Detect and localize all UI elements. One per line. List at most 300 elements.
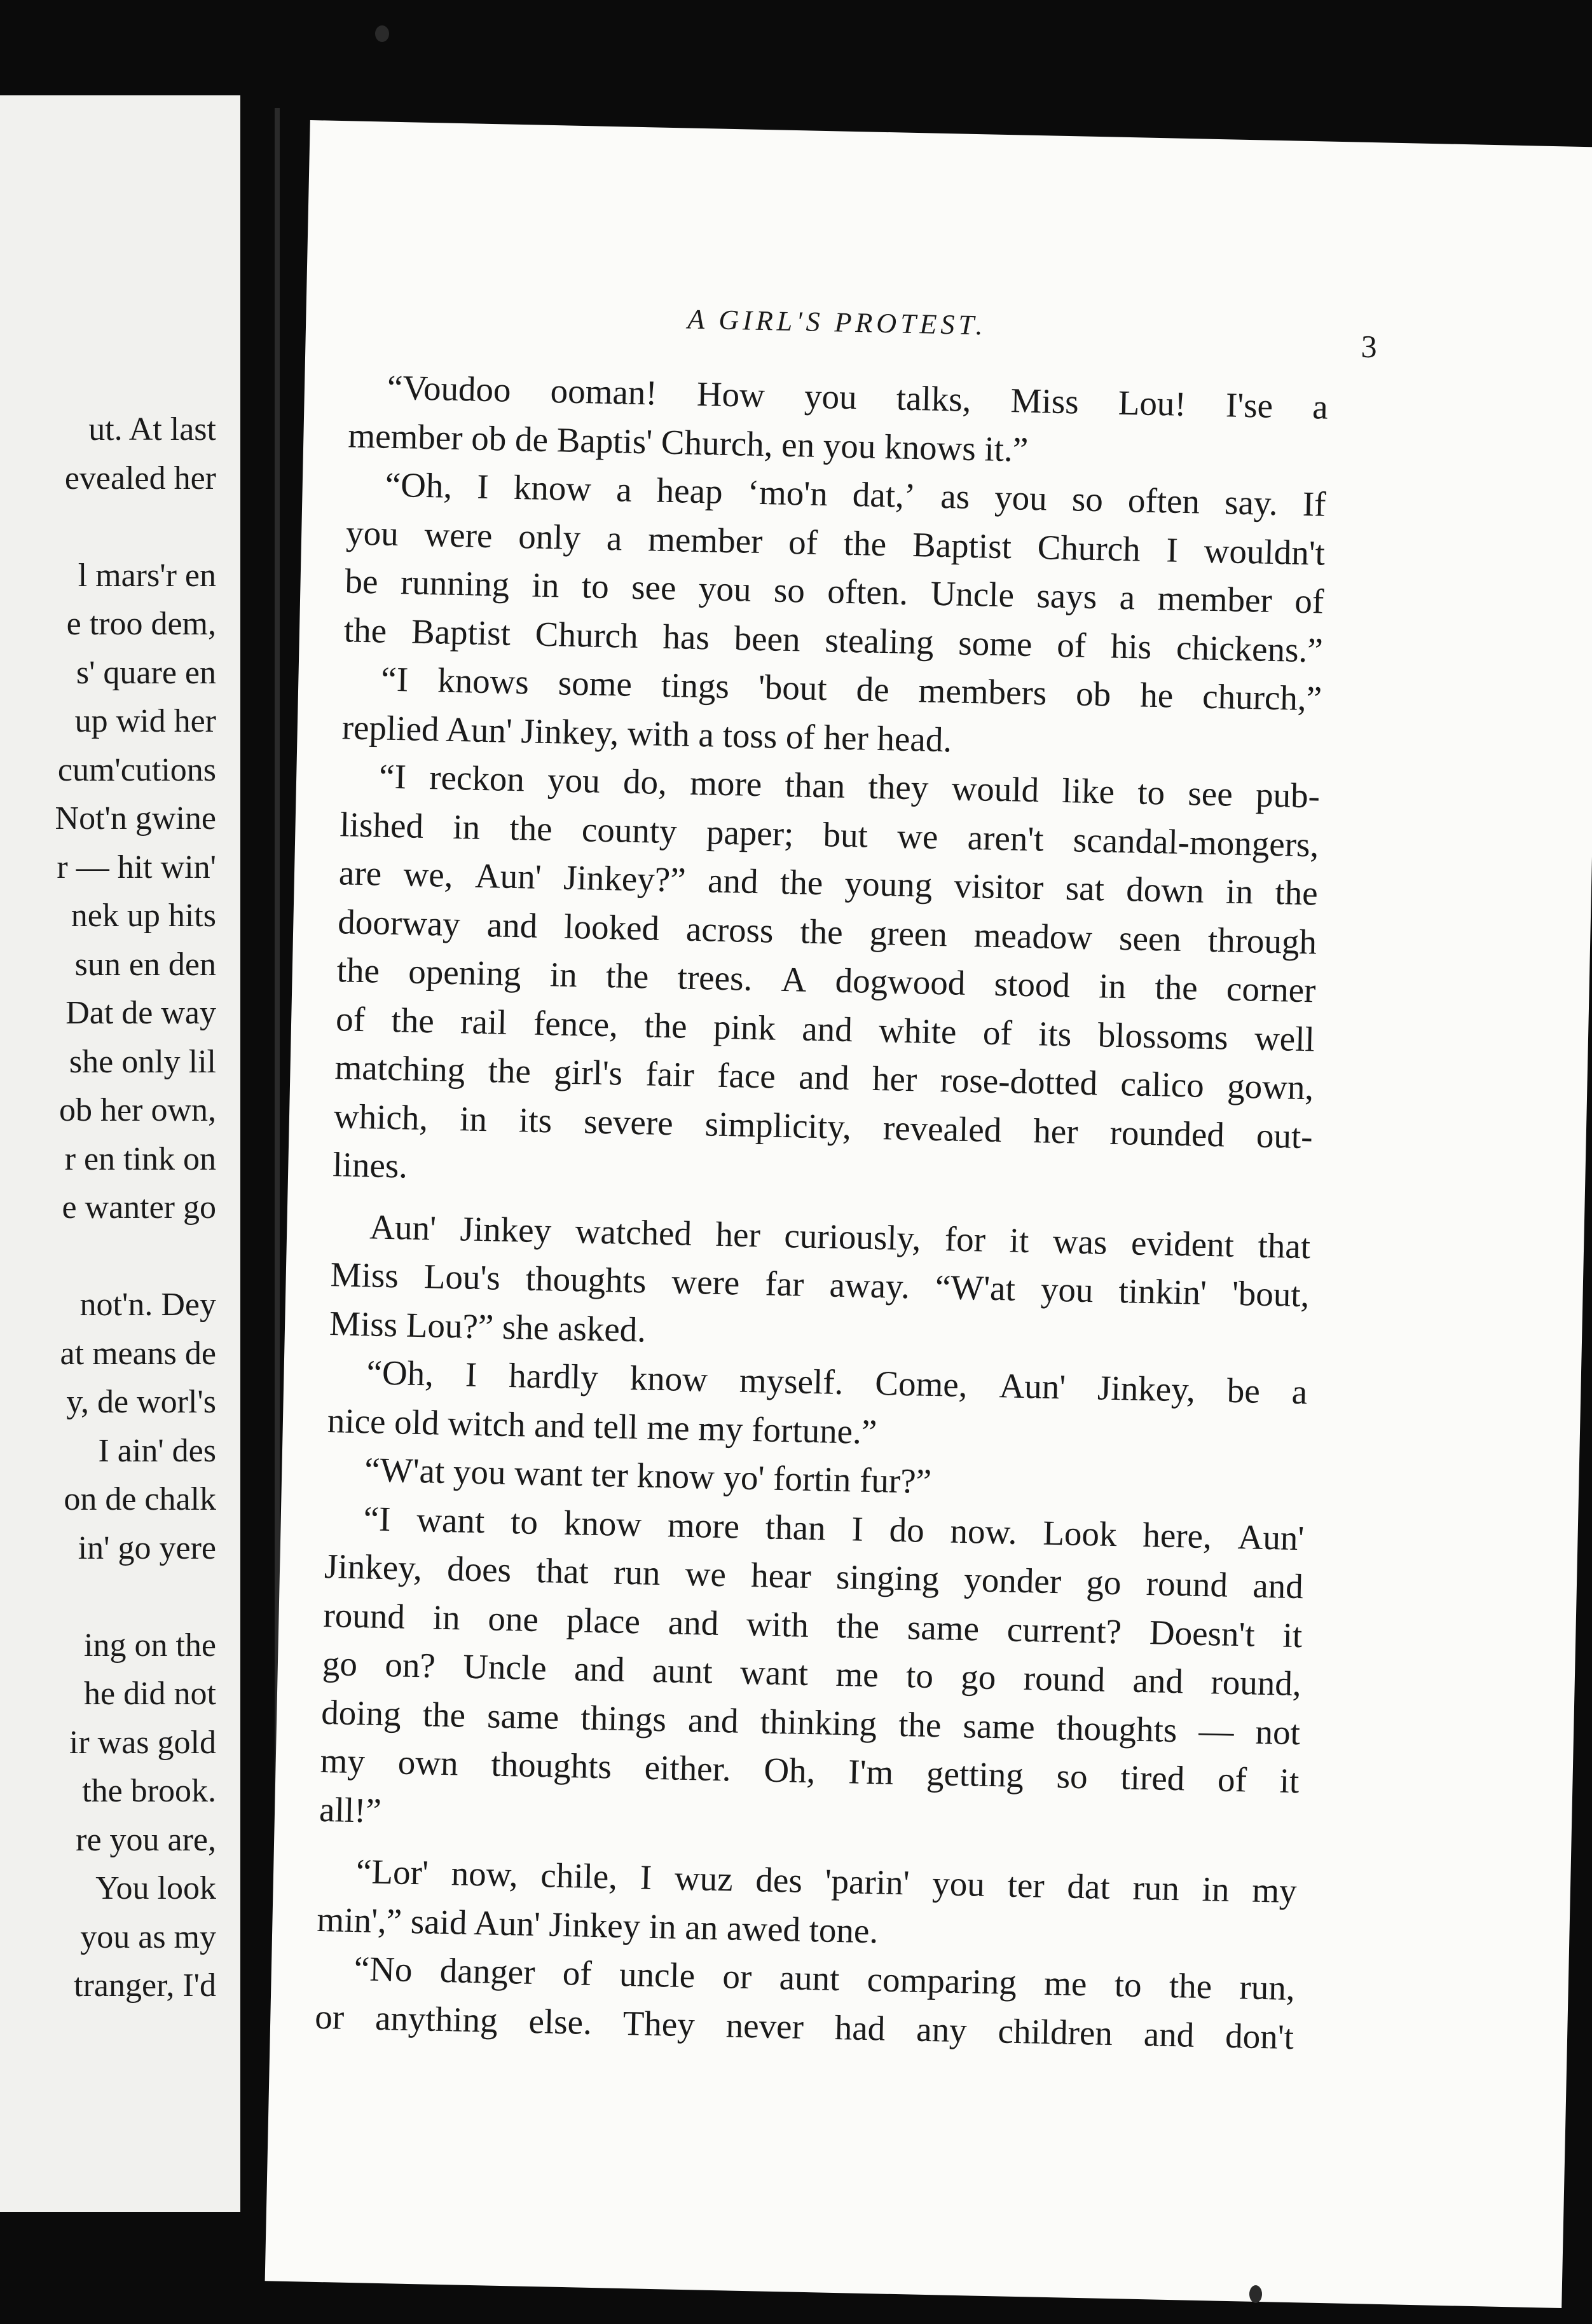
word: thoughts: [525, 1259, 647, 1301]
word: myself.: [739, 1360, 844, 1402]
word: the: [779, 862, 823, 903]
word: corner: [1226, 969, 1317, 1010]
word: would: [951, 769, 1040, 810]
left-page-line: she only lil: [69, 1043, 216, 1080]
word: than: [784, 765, 846, 805]
word: and: [801, 1009, 853, 1049]
word: stealing: [824, 620, 935, 662]
word: dat: [1066, 1866, 1111, 1906]
word: Church: [535, 614, 639, 655]
word: rose-dotted: [940, 1060, 1098, 1103]
word: the: [1274, 873, 1319, 913]
word: I: [476, 467, 490, 507]
left-page-line: ir was gold: [69, 1724, 216, 1761]
word: here,: [1142, 1515, 1212, 1555]
text-line: all!”: [319, 1789, 382, 1830]
word: the: [1169, 1965, 1212, 2006]
word: sat: [1065, 868, 1105, 908]
word: pub-: [1255, 775, 1321, 816]
word: If: [1302, 484, 1327, 524]
left-page-line: Dat de way: [65, 995, 216, 1031]
word: tired: [1120, 1758, 1185, 1798]
word: Lou!: [1118, 383, 1187, 423]
word: They: [622, 2003, 696, 2044]
word: severe: [583, 1101, 674, 1142]
word: Come,: [874, 1364, 968, 1405]
word: same: [486, 1695, 559, 1737]
word: to: [1114, 1965, 1143, 2005]
word: its: [518, 1100, 552, 1140]
word: like: [1061, 771, 1115, 811]
word: Jinkey: [460, 1208, 552, 1250]
left-page-line: l mars'r en: [78, 557, 216, 594]
word: paper;: [706, 812, 795, 853]
word: of: [335, 999, 366, 1039]
word: than: [765, 1507, 827, 1547]
text-line: lines.: [332, 1145, 408, 1186]
word: the: [509, 808, 553, 848]
word: want: [416, 1500, 485, 1540]
word: his: [1110, 626, 1152, 666]
word: for: [944, 1219, 986, 1259]
word: aunt: [652, 1650, 713, 1691]
word: I: [851, 1508, 864, 1548]
word: 'parin': [825, 1861, 910, 1903]
word: in: [549, 955, 578, 995]
text-line: “W'at you want ter know yo' fortin fur?”: [364, 1450, 932, 1501]
word: away.: [828, 1265, 910, 1306]
word: fair: [645, 1054, 695, 1094]
word: a: [615, 470, 633, 509]
word: and: [687, 1700, 739, 1740]
word: out-: [1256, 1116, 1314, 1156]
word: a: [1312, 387, 1329, 427]
left-page-line: r — hit win': [57, 849, 216, 885]
word: rail: [460, 1001, 508, 1042]
word: of: [562, 1953, 593, 1993]
left-page-line: you as my: [80, 1918, 216, 1955]
word: you: [1040, 1269, 1094, 1310]
word: Aun': [1237, 1517, 1305, 1557]
word: fence,: [533, 1003, 619, 1044]
word: we: [896, 816, 939, 856]
left-page-line: nek up hits: [71, 898, 216, 934]
text-line: min',” said Aun' Jinkey in an awed tone.: [316, 1899, 879, 1950]
word: far: [764, 1264, 805, 1304]
left-page-line: ob her own,: [59, 1092, 216, 1128]
word: it: [1282, 1615, 1303, 1655]
word: own: [397, 1742, 459, 1783]
word: we: [685, 1554, 727, 1594]
word: face: [717, 1055, 776, 1096]
word: her: [872, 1058, 917, 1099]
word: else.: [528, 2001, 593, 2042]
left-page-line: in' go yere: [78, 1529, 216, 1566]
word: the: [422, 1694, 466, 1735]
word: either.: [644, 1747, 732, 1789]
word: “I: [378, 756, 407, 796]
word: her: [1033, 1111, 1079, 1151]
word: in: [1225, 871, 1254, 912]
word: do: [889, 1510, 925, 1550]
word: young: [844, 863, 933, 905]
word: singing: [835, 1557, 940, 1599]
word: in: [432, 1597, 461, 1637]
word: you: [804, 376, 858, 417]
left-page-line: not'n. Dey: [79, 1287, 216, 1323]
word: member: [1157, 578, 1273, 620]
word: Church: [1037, 527, 1141, 569]
left-page-line: up wid her: [74, 703, 216, 739]
word: stood: [994, 964, 1071, 1005]
word: in: [1202, 1869, 1230, 1909]
word: reckon: [429, 758, 525, 799]
word: often: [1127, 481, 1200, 521]
word: in: [1098, 966, 1127, 1006]
word: on?: [384, 1645, 436, 1685]
word: things: [580, 1697, 667, 1739]
word: round: [1023, 1658, 1106, 1699]
word: know: [629, 1358, 708, 1399]
word: one: [487, 1598, 539, 1639]
word: it: [1279, 1761, 1300, 1801]
word: often.: [827, 571, 909, 612]
word: Aun': [369, 1206, 437, 1248]
word: current?: [1006, 1609, 1122, 1651]
word: thinking: [760, 1701, 877, 1743]
word: to: [905, 1656, 934, 1696]
word: aren't: [967, 817, 1045, 858]
word: we,: [403, 854, 454, 894]
word: now,: [451, 1854, 519, 1894]
word: “Oh,: [385, 465, 453, 505]
word: has: [662, 617, 710, 657]
right-page: [265, 120, 1592, 2308]
text-line: member ob de Baptis' Church, en you knows it.”: [347, 415, 1029, 469]
word: knows: [437, 660, 530, 702]
word: meadow: [973, 915, 1093, 957]
word: calico: [1120, 1064, 1205, 1105]
word: and: [573, 1649, 626, 1689]
word: says: [1036, 576, 1097, 617]
word: that: [1257, 1226, 1311, 1266]
word: had: [834, 2007, 886, 2048]
word: “Lor': [355, 1852, 429, 1892]
word: of: [1294, 581, 1324, 621]
word: running: [400, 563, 510, 604]
word: “W'at: [935, 1268, 1016, 1308]
left-page-line: evealed her: [64, 460, 216, 496]
word: go: [960, 1657, 997, 1697]
word: be: [1226, 1370, 1261, 1411]
left-page-line: I ain' des: [98, 1432, 216, 1469]
word: “No: [353, 1949, 413, 1990]
word: members: [918, 671, 1047, 713]
word: or: [314, 1997, 345, 2037]
left-page-line: the brook.: [82, 1773, 216, 1809]
left-page: [0, 95, 240, 2212]
word: des: [755, 1860, 803, 1900]
word: uncle: [619, 1954, 696, 1995]
word: the: [836, 1606, 880, 1646]
word: was: [1052, 1221, 1108, 1262]
word: Miss: [330, 1255, 399, 1295]
word: some: [558, 663, 633, 704]
word: and: [668, 1602, 719, 1643]
word: in: [452, 807, 481, 847]
word: Jinkey,: [324, 1546, 423, 1588]
word: yonder: [963, 1560, 1062, 1601]
word: it: [1009, 1220, 1029, 1260]
word: same: [907, 1607, 980, 1648]
word: do,: [622, 762, 668, 802]
word: ‘mo'n: [747, 472, 828, 514]
word: opening: [408, 952, 522, 994]
word: were: [671, 1262, 740, 1302]
left-page-line: tranger, I'd: [74, 1967, 216, 2004]
word: blossoms: [1097, 1015, 1229, 1057]
left-page-line: ut. At last: [88, 411, 216, 448]
word: green: [869, 913, 948, 954]
word: they: [868, 767, 929, 807]
word: wuz: [674, 1858, 734, 1899]
word: comparing: [867, 1960, 1017, 2002]
word: he: [1139, 675, 1174, 715]
word: down: [1125, 870, 1205, 910]
word: in: [532, 565, 560, 605]
word: are: [338, 853, 382, 893]
word: trees.: [677, 957, 753, 998]
word: not: [1255, 1712, 1301, 1752]
word: A: [780, 959, 807, 999]
word: see: [631, 567, 677, 608]
word: which,: [333, 1096, 429, 1137]
word: watched: [575, 1211, 692, 1253]
word: Baptist: [912, 524, 1012, 566]
word: a: [1291, 1372, 1308, 1412]
word: hardly: [508, 1355, 599, 1397]
word: looked: [563, 906, 660, 948]
word: ter: [1007, 1865, 1045, 1905]
word: were: [423, 514, 493, 555]
word: and: [486, 905, 538, 945]
word: to: [1137, 772, 1165, 812]
word: “I: [363, 1498, 392, 1538]
word: the: [843, 523, 887, 563]
word: seen: [1118, 918, 1182, 959]
word: visitor: [954, 866, 1044, 907]
word: the: [605, 956, 649, 996]
word: dogwood: [835, 960, 966, 1002]
word: pink: [713, 1007, 776, 1048]
word: to: [510, 1501, 539, 1541]
word: run: [613, 1552, 661, 1593]
word: “I: [380, 659, 409, 699]
word: tings: [661, 665, 730, 706]
word: round: [1146, 1564, 1228, 1604]
word: know: [563, 1503, 642, 1543]
word: Aun': [998, 1366, 1066, 1407]
word: as: [940, 476, 970, 516]
word: the: [343, 610, 387, 650]
word: my: [1251, 1870, 1298, 1911]
word: —: [1198, 1711, 1235, 1751]
word: its: [1038, 1013, 1072, 1053]
page-number: 3: [1361, 328, 1378, 365]
word: now.: [950, 1511, 1018, 1552]
word: me: [835, 1654, 879, 1695]
word: de: [856, 669, 890, 709]
running-head: A GIRL'S PROTEST.: [687, 303, 987, 341]
word: hear: [750, 1555, 812, 1596]
word: and: [1143, 2014, 1195, 2054]
word: and: [798, 1057, 850, 1098]
word: simplicity,: [704, 1104, 852, 1146]
word: gown,: [1226, 1066, 1314, 1107]
word: well: [1254, 1018, 1315, 1058]
left-page-line: at means de: [60, 1335, 216, 1372]
word: member: [647, 519, 764, 561]
text-line: Miss Lou?” she asked.: [329, 1303, 647, 1349]
word: say.: [1224, 482, 1279, 523]
word: white: [878, 1010, 957, 1051]
word: of: [788, 522, 818, 562]
word: more: [689, 763, 762, 804]
left-page-line: ing on the: [84, 1627, 216, 1664]
word: heap: [656, 470, 724, 511]
word: want: [739, 1652, 809, 1693]
word: county: [581, 809, 678, 851]
word: the: [799, 911, 844, 952]
body-text: [315, 362, 1329, 2061]
word: see: [1187, 774, 1233, 814]
word: through: [1207, 920, 1317, 961]
word: more: [667, 1505, 740, 1546]
word: Jinkey?”: [563, 858, 687, 899]
word: I: [640, 1857, 652, 1897]
word: curiously,: [783, 1215, 922, 1258]
word: Doesn't: [1149, 1612, 1256, 1654]
word: I'se: [1225, 385, 1273, 425]
left-page-line: e wanter go: [62, 1189, 216, 1226]
word: the: [1154, 967, 1198, 1008]
word: don't: [1225, 2016, 1294, 2056]
word: her: [715, 1214, 761, 1254]
word: me: [1043, 1963, 1088, 2004]
word: the: [898, 1704, 942, 1744]
left-page-line: You look: [95, 1870, 216, 1906]
word: go: [1085, 1562, 1122, 1603]
text-line: nice old witch and tell me my fortune.”: [327, 1400, 877, 1451]
word: and: [1252, 1566, 1304, 1606]
word: Oh,: [763, 1750, 816, 1791]
word: Look: [1042, 1513, 1118, 1554]
word: run: [1132, 1868, 1180, 1908]
word: the: [390, 1000, 435, 1040]
text-line: replied Aun' Jinkey, with a toss of her head.: [341, 707, 952, 759]
word: the: [643, 1005, 688, 1046]
word: in: [459, 1098, 488, 1138]
word: Aun': [474, 856, 542, 896]
word: so: [1071, 479, 1104, 519]
word: doorway: [337, 901, 461, 943]
word: “Voudoo: [387, 367, 512, 409]
word: “Oh,: [366, 1353, 434, 1393]
word: aunt: [779, 1958, 841, 1999]
left-page-line: on de chalk: [64, 1481, 216, 1517]
word: Jinkey,: [1097, 1368, 1196, 1409]
left-page-line: r en tink on: [64, 1140, 216, 1177]
word: so: [773, 570, 806, 610]
word: chickens.”: [1176, 627, 1324, 670]
word: wouldn't: [1204, 531, 1326, 573]
word: girl's: [553, 1052, 623, 1093]
word: go: [322, 1643, 358, 1684]
word: thoughts: [490, 1744, 612, 1786]
word: same: [963, 1705, 1036, 1746]
word: lished: [340, 804, 424, 845]
word: never: [725, 2005, 804, 2046]
word: know: [513, 467, 592, 509]
word: a: [1119, 577, 1136, 617]
word: you: [931, 1864, 985, 1904]
word: some: [957, 623, 1033, 664]
scan-speck: [1249, 2285, 1262, 2303]
left-page-line: he did not: [84, 1676, 216, 1712]
word: place: [566, 1600, 641, 1641]
word: ob: [1075, 674, 1111, 714]
word: rounded: [1109, 1112, 1225, 1154]
left-page-line: re you are,: [76, 1821, 216, 1858]
word: of: [982, 1012, 1013, 1052]
word: I: [465, 1355, 477, 1394]
scan-speck: [375, 25, 389, 42]
word: getting: [926, 1753, 1024, 1795]
word: my: [320, 1740, 366, 1781]
word: you: [345, 512, 399, 553]
word: so: [1056, 1756, 1088, 1796]
word: and: [707, 861, 759, 901]
word: 'bout,: [1232, 1273, 1310, 1315]
word: of: [1217, 1760, 1247, 1800]
word: does: [446, 1549, 512, 1590]
word: you: [994, 477, 1048, 518]
word: across: [685, 909, 774, 950]
left-page-line: Not'n gwine: [55, 800, 216, 837]
left-page-line: s' quare en: [76, 654, 216, 691]
word: Miss: [1010, 381, 1080, 421]
word: revealed: [882, 1107, 1002, 1149]
word: How: [696, 374, 765, 415]
word: a: [606, 518, 623, 557]
word: or: [722, 1957, 752, 1997]
word: evident: [1130, 1222, 1235, 1264]
word: and: [1132, 1660, 1184, 1701]
left-page-line: cum'cutions: [57, 751, 216, 788]
word: scandal-mongers,: [1073, 819, 1319, 864]
word: ooman!: [550, 371, 658, 413]
left-page-line: y, de worl's: [66, 1384, 216, 1420]
word: talks,: [896, 378, 972, 419]
word: the: [336, 950, 380, 990]
word: any: [916, 2009, 968, 2049]
word: church,”: [1202, 676, 1322, 718]
word: round,: [1210, 1662, 1302, 1704]
word: Uncle: [462, 1646, 547, 1688]
word: I'm: [847, 1752, 894, 1792]
word: Baptist: [411, 612, 511, 653]
word: thoughts: [1056, 1707, 1177, 1749]
